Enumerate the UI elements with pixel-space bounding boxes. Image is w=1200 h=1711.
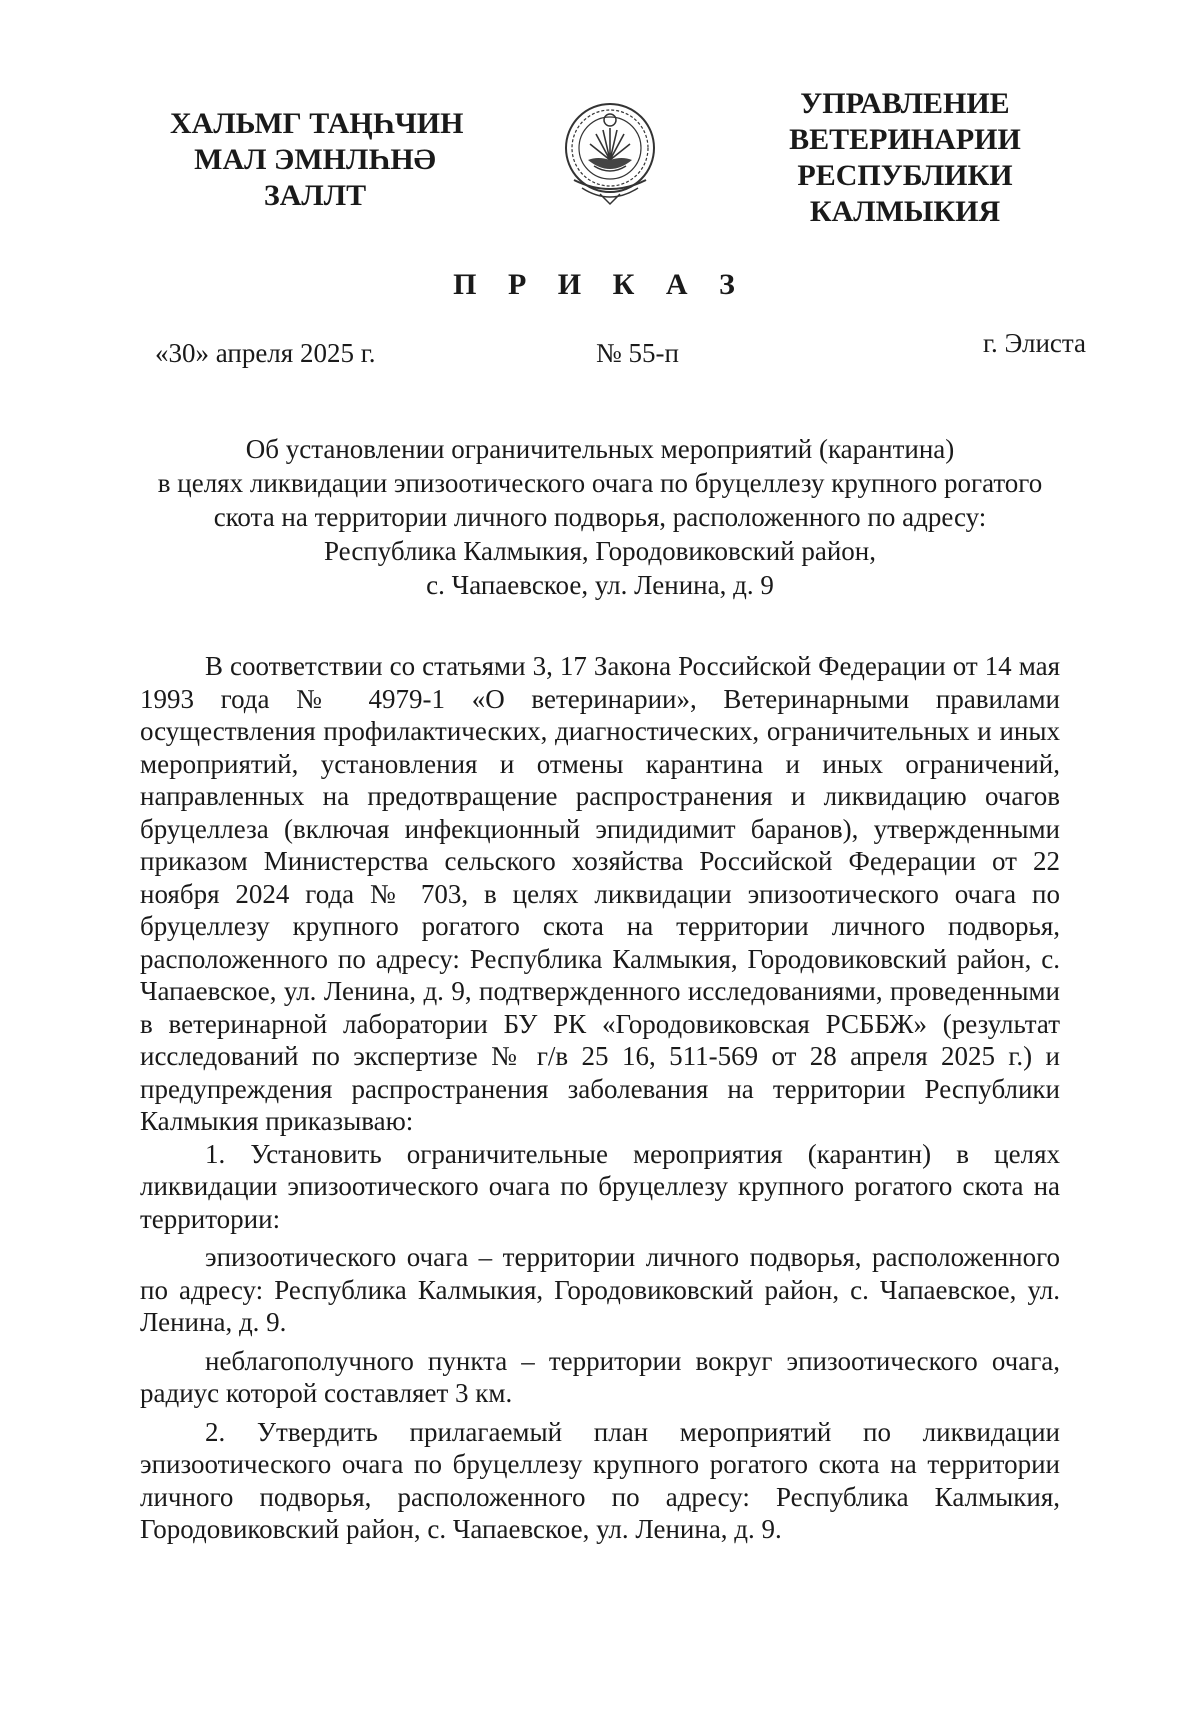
item-2-paragraph: 2. Утвердить прилагаемый план мероприятий по ликвидации эпизоотического очага по бруцеллезу крупного рогатого скота на территории личного подворья, расположенного по адресу: Республика Калмыкия, Городовиковский район, с. Чапаевское, ул. Ленина, д. 9. bbox=[140, 1416, 1060, 1544]
document-type-heading: П Р И К А З bbox=[453, 268, 747, 301]
title-line-2: в целях ликвидации эпизоотического очага по бруцеллезу крупного рогатого bbox=[157, 468, 1043, 498]
header-left-line-2: МАЛ ЭМНЛҺНӘ bbox=[194, 143, 436, 176]
header-kalmyk-agency-name bbox=[170, 106, 464, 214]
header-right-line-3: РЕСПУБЛИКИ bbox=[797, 159, 1013, 192]
order-date: «30» апреля 2025 г. bbox=[155, 338, 376, 368]
kalmykia-coat-of-arms-icon bbox=[560, 98, 660, 210]
header-russian-agency-name bbox=[770, 86, 1040, 230]
item-1-focus-paragraph: эпизоотического очага – территории личного подворья, расположенного по адресу: Республика Калмыкия, Городовиковский район, с. Чапаевское, ул. Ленина, д. 9. bbox=[140, 1242, 1060, 1337]
order-number: № 55-п bbox=[596, 338, 679, 368]
header-right-line-1: УПРАВЛЕНИЕ bbox=[800, 87, 1010, 120]
item-1-zone-paragraph: неблагополучного пункта – территории вокруг эпизоотического очага, радиус которой составляет 3 км. bbox=[140, 1345, 1060, 1408]
header-right-line-2: ВЕТЕРИНАРИИ bbox=[789, 123, 1021, 156]
header-left-line-1: ХАЛЬМГ ТАҢҺЧИН bbox=[170, 107, 464, 140]
order-city: г. Элиста bbox=[983, 328, 1087, 358]
header-left-line-3: ЗАЛЛТ bbox=[263, 179, 367, 212]
title-line-1: Об установлении ограничительных мероприятий (карантина) bbox=[245, 434, 955, 464]
title-line-5: с. Чапаевское, ул. Ленина, д. 9 bbox=[426, 570, 774, 600]
title-line-4: Республика Калмыкия, Городовиковский район, bbox=[324, 536, 876, 566]
order-body bbox=[140, 650, 1060, 1546]
title-line-3: скота на территории личного подворья, расположенного по адресу: bbox=[213, 502, 987, 532]
item-1-paragraph: 1. Установить ограничительные мероприятия (карантин) в целях ликвидации эпизоотического очага по бруцеллезу крупного рогатого скота на территории: bbox=[140, 1138, 1060, 1234]
preamble-paragraph: В соответствии со статьями 3, 17 Закона Российской Федерации от 14 мая 1993 года № 4979-1 «О ветеринарии», Ветеринарными правилами осуществления профилактических, диагностических, ограничительных и иных мероприятий, установления и отмены карантина и иных ограничений, направленных на предотвращение распространения и ликвидацию очагов бруцеллеза (включая инфекционный эпидидимит баранов), утвержденными приказом Министерства сельского хозяйства Российской Федерации от 22 ноября 2024 года № 703, в целях ликвидации эпизоотического очага по бруцеллезу крупного рогатого скота на территории личного подворья, расположенного по адресу: Республика Калмыкия, Городовиковский район, с. Чапаевское, ул. Ленина, д. 9, подтвержденного исследованиями, проведенными в ветеринарной лаборатории БУ РК «Городовиковская РСББЖ» (результат исследований по экспертизе № г/в 25 16, 511-569 от 28 апреля 2025 г.) и предупреждения распространения заболевания на территории Республики Калмыкия приказываю: bbox=[140, 651, 1060, 1136]
order-title bbox=[130, 432, 1070, 602]
header-right-line-4: КАЛМЫКИЯ bbox=[809, 195, 1001, 228]
